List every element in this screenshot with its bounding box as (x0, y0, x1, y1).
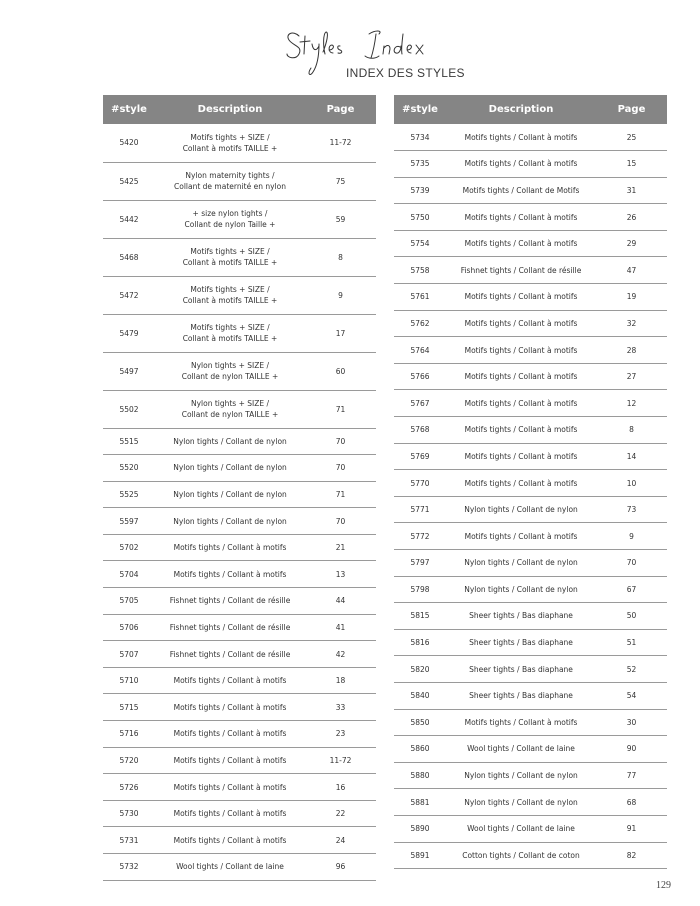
table-row (394, 550, 667, 577)
page-ref: 70 (305, 428, 376, 455)
table-row (103, 276, 376, 314)
description (155, 827, 305, 854)
page-ref: 14 (596, 443, 667, 470)
style-number: 5891 (394, 842, 446, 869)
table-row (394, 496, 667, 523)
page-ref: 22 (305, 800, 376, 827)
page-ref: 41 (305, 614, 376, 641)
style-number: 5720 (103, 747, 155, 774)
table-row (394, 576, 667, 603)
page-ref: 23 (305, 721, 376, 748)
description-line: Collant de nylon Taille + (184, 220, 276, 229)
table-row (394, 204, 667, 231)
table-row (394, 230, 667, 257)
description (155, 200, 305, 238)
table-row (394, 789, 667, 816)
style-number: 5730 (103, 800, 155, 827)
page-ref: 75 (305, 162, 376, 200)
table-row (103, 747, 376, 774)
table-row (103, 614, 376, 641)
column-header-page: Page (596, 95, 667, 124)
table-row (103, 390, 376, 428)
table-row (103, 667, 376, 694)
page-number: 129 (656, 880, 671, 891)
style-number: 5767 (394, 390, 446, 417)
description-line: Nylon tights / Collant de nylon (173, 463, 287, 473)
description-line: Collant à motifs TAILLE + (182, 258, 278, 267)
style-number: 5597 (103, 508, 155, 535)
description (155, 390, 305, 428)
description-line: Motifs tights + SIZE / (190, 285, 270, 294)
table-header-row (394, 95, 667, 124)
page-ref: 96 (305, 854, 376, 881)
page-ref: 51 (596, 629, 667, 656)
style-number: 5758 (394, 257, 446, 284)
table-row (394, 124, 667, 151)
style-number: 5762 (394, 310, 446, 337)
page-ref: 67 (596, 576, 667, 603)
page-ref: 25 (596, 124, 667, 151)
style-number: 5798 (394, 576, 446, 603)
description (155, 124, 305, 162)
style-number: 5525 (103, 481, 155, 508)
description (155, 667, 305, 694)
description-line: Fishnet tights / Collant de résille (169, 596, 291, 606)
table-row (103, 641, 376, 668)
style-number: 5754 (394, 230, 446, 257)
styles-table-right (394, 95, 667, 869)
page-ref: 70 (596, 550, 667, 577)
page-ref: 10 (596, 470, 667, 497)
description-line: Nylon tights / Collant de nylon (173, 489, 287, 499)
page-ref: 70 (305, 455, 376, 482)
page-ref: 18 (305, 667, 376, 694)
table-row (103, 774, 376, 801)
page-ref: 70 (305, 508, 376, 535)
page-ref: 15 (596, 151, 667, 178)
table-row (103, 694, 376, 721)
style-number: 5420 (103, 124, 155, 162)
page-ref: 11-72 (305, 124, 376, 162)
page-ref: 68 (596, 789, 667, 816)
description (155, 588, 305, 615)
page-ref: 60 (305, 352, 376, 390)
style-number: 5705 (103, 588, 155, 615)
table-row (103, 428, 376, 455)
table-row (103, 800, 376, 827)
style-number: 5772 (394, 523, 446, 550)
table-row (394, 842, 667, 869)
description-line: Motifs tights / Collant à motifs (173, 543, 287, 553)
description-line: Motifs tights + SIZE / (190, 247, 270, 256)
style-number: 5497 (103, 352, 155, 390)
style-number: 5520 (103, 455, 155, 482)
description-line: Fishnet tights / Collant de résille (169, 622, 291, 632)
description: Motifs tights / Collant à motifs (446, 310, 596, 337)
style-number: 5860 (394, 736, 446, 763)
description-line: Motifs tights / Collant à motifs (173, 782, 287, 792)
table-row (103, 827, 376, 854)
style-number: 5771 (394, 496, 446, 523)
page-ref: 8 (305, 238, 376, 276)
description: Nylon tights / Collant de nylon (446, 576, 596, 603)
page-ref: 90 (596, 736, 667, 763)
table-row (394, 470, 667, 497)
style-number: 5766 (394, 363, 446, 390)
description-line: Collant à motifs TAILLE + (182, 296, 278, 305)
description-line: Motifs tights / Collant à motifs (173, 755, 287, 765)
description (155, 694, 305, 721)
style-number: 5881 (394, 789, 446, 816)
table-row (394, 257, 667, 284)
page-ref: 33 (305, 694, 376, 721)
style-number: 5731 (103, 827, 155, 854)
description: Sheer tights / Bas diaphane (446, 682, 596, 709)
description: Nylon tights / Collant de nylon (446, 550, 596, 577)
table-row (103, 534, 376, 561)
page-ref: 77 (596, 762, 667, 789)
description-line: Collant à motifs TAILLE + (182, 143, 278, 153)
description: Nylon tights / Collant de nylon (446, 496, 596, 523)
table-row (103, 455, 376, 482)
description (155, 614, 305, 641)
style-number: 5442 (103, 200, 155, 238)
style-number: 5502 (103, 390, 155, 428)
description (155, 162, 305, 200)
column-header-style: #style (394, 95, 446, 124)
page-ref: 54 (596, 682, 667, 709)
style-number: 5768 (394, 417, 446, 444)
table-row (394, 177, 667, 204)
description-line: Collant de maternité en nylon (174, 182, 286, 191)
table-row (394, 603, 667, 630)
table-row (394, 736, 667, 763)
page-ref: 29 (596, 230, 667, 257)
page-ref: 31 (596, 177, 667, 204)
description: Sheer tights / Bas diaphane (446, 603, 596, 630)
style-number: 5850 (394, 709, 446, 736)
style-number: 5769 (394, 443, 446, 470)
description: Motifs tights / Collant à motifs (446, 284, 596, 311)
style-number: 5732 (103, 854, 155, 881)
table-row (103, 508, 376, 535)
table-row (394, 443, 667, 470)
description-line: Fishnet tights / Collant de résille (169, 649, 291, 659)
description-line: Nylon tights + SIZE / (190, 361, 270, 370)
style-number: 5702 (103, 534, 155, 561)
page-ref: 11-72 (305, 747, 376, 774)
description-line: Wool tights / Collant de laine (176, 862, 284, 872)
description: Motifs tights / Collant à motifs (446, 230, 596, 257)
description (155, 721, 305, 748)
table-row (103, 238, 376, 276)
table-row (394, 523, 667, 550)
table-row (394, 284, 667, 311)
page-ref: 16 (305, 774, 376, 801)
page-ref: 8 (596, 417, 667, 444)
description: Cotton tights / Collant de coton (446, 842, 596, 869)
page-ref: 32 (596, 310, 667, 337)
style-number: 5726 (103, 774, 155, 801)
style-number: 5890 (394, 815, 446, 842)
description (155, 747, 305, 774)
style-number: 5761 (394, 284, 446, 311)
column-header-page: Page (305, 95, 376, 124)
style-number: 5716 (103, 721, 155, 748)
page-ref: 47 (596, 257, 667, 284)
table-row (103, 200, 376, 238)
description: Motifs tights / Collant à motifs (446, 124, 596, 151)
description: Motifs tights / Collant à motifs (446, 470, 596, 497)
description (155, 481, 305, 508)
description (155, 276, 305, 314)
style-number: 5479 (103, 314, 155, 352)
table-row (394, 337, 667, 364)
style-number: 5840 (394, 682, 446, 709)
table-row (394, 762, 667, 789)
style-number: 5735 (394, 151, 446, 178)
style-number: 5715 (103, 694, 155, 721)
description (155, 508, 305, 535)
description: Motifs tights / Collant à motifs (446, 151, 596, 178)
table-row (103, 314, 376, 352)
description (155, 428, 305, 455)
column-header-description: Description (155, 95, 305, 124)
page-ref: 17 (305, 314, 376, 352)
page-header (0, 0, 700, 90)
page-ref: 28 (596, 337, 667, 364)
description (155, 314, 305, 352)
page-ref: 30 (596, 709, 667, 736)
description: Motifs tights / Collant à motifs (446, 204, 596, 231)
table-row (394, 390, 667, 417)
description-line: Collant de nylon TAILLE + (181, 410, 279, 419)
description-line: Nylon tights + SIZE / (190, 399, 270, 408)
description (155, 774, 305, 801)
page-ref: 91 (596, 815, 667, 842)
style-number: 5770 (394, 470, 446, 497)
table-row (103, 352, 376, 390)
description: Wool tights / Collant de laine (446, 736, 596, 763)
description (155, 854, 305, 881)
table-header-row (103, 95, 376, 124)
description-line: Motifs tights / Collant à motifs (173, 569, 287, 579)
description-line: Motifs tights / Collant à motifs (173, 729, 287, 739)
table-row (103, 481, 376, 508)
page-ref: 71 (305, 390, 376, 428)
style-number: 5704 (103, 561, 155, 588)
table-row (103, 721, 376, 748)
description: Motifs tights / Collant à motifs (446, 390, 596, 417)
column-header-description: Description (446, 95, 596, 124)
table-row (394, 709, 667, 736)
description: Sheer tights / Bas diaphane (446, 629, 596, 656)
page-ref: 12 (596, 390, 667, 417)
style-number: 5707 (103, 641, 155, 668)
description (155, 455, 305, 482)
description: Motifs tights / Collant à motifs (446, 363, 596, 390)
table-row (394, 151, 667, 178)
page-ref: 42 (305, 641, 376, 668)
description-line: Nylon maternity tights / (185, 171, 275, 180)
description (155, 238, 305, 276)
styles-table-left (103, 95, 376, 881)
description: Nylon tights / Collant de nylon (446, 789, 596, 816)
description: Motifs tights / Collant à motifs (446, 337, 596, 364)
page-ref: 26 (596, 204, 667, 231)
style-number: 5815 (394, 603, 446, 630)
table-row (103, 588, 376, 615)
description: Sheer tights / Bas diaphane (446, 656, 596, 683)
table-row (103, 162, 376, 200)
description-line: Motifs tights / Collant à motifs (173, 809, 287, 819)
style-number: 5797 (394, 550, 446, 577)
table-row (394, 310, 667, 337)
page-ref: 19 (596, 284, 667, 311)
description-line: Motifs tights / Collant à motifs (173, 676, 287, 686)
description: Motifs tights / Collant à motifs (446, 709, 596, 736)
style-number: 5734 (394, 124, 446, 151)
page-ref: 44 (305, 588, 376, 615)
table-row (394, 629, 667, 656)
style-number: 5706 (103, 614, 155, 641)
style-number: 5739 (394, 177, 446, 204)
style-number: 5816 (394, 629, 446, 656)
description: Motifs tights / Collant à motifs (446, 523, 596, 550)
table-row (394, 656, 667, 683)
description (155, 352, 305, 390)
description (155, 800, 305, 827)
description-line: Motifs tights / Collant à motifs (173, 835, 287, 845)
style-number: 5472 (103, 276, 155, 314)
page-ref: 82 (596, 842, 667, 869)
description-line: Collant à motifs TAILLE + (182, 334, 278, 343)
page-ref: 13 (305, 561, 376, 588)
style-number: 5468 (103, 238, 155, 276)
description (155, 561, 305, 588)
page-ref: 50 (596, 603, 667, 630)
subtitle: INDEX DES STYLES (346, 66, 465, 80)
page-ref: 59 (305, 200, 376, 238)
table-row (394, 417, 667, 444)
table-row (103, 561, 376, 588)
page-ref: 73 (596, 496, 667, 523)
description-line: Motifs tights + SIZE / (190, 132, 270, 142)
page-ref: 9 (305, 276, 376, 314)
description: Motifs tights / Collant à motifs (446, 443, 596, 470)
description-line: Motifs tights / Collant à motifs (173, 702, 287, 712)
page-ref: 21 (305, 534, 376, 561)
description (155, 641, 305, 668)
page-ref: 24 (305, 827, 376, 854)
style-number: 5764 (394, 337, 446, 364)
page-ref: 52 (596, 656, 667, 683)
page-ref: 71 (305, 481, 376, 508)
style-number: 5425 (103, 162, 155, 200)
description: Wool tights / Collant de laine (446, 815, 596, 842)
page-ref: 27 (596, 363, 667, 390)
style-number: 5750 (394, 204, 446, 231)
page-ref: 9 (596, 523, 667, 550)
description: Motifs tights / Collant de Motifs (446, 177, 596, 204)
description (155, 534, 305, 561)
description-line: Nylon tights / Collant de nylon (173, 516, 287, 526)
column-header-style: #style (103, 95, 155, 124)
description-line: Nylon tights / Collant de nylon (173, 436, 287, 446)
style-number: 5710 (103, 667, 155, 694)
description: Fishnet tights / Collant de résille (446, 257, 596, 284)
table-row (394, 363, 667, 390)
style-number: 5880 (394, 762, 446, 789)
description: Motifs tights / Collant à motifs (446, 417, 596, 444)
table-row (394, 815, 667, 842)
description-line: + size nylon tights / (192, 209, 268, 218)
style-number: 5820 (394, 656, 446, 683)
description-line: Collant de nylon TAILLE + (181, 372, 279, 381)
style-number: 5515 (103, 428, 155, 455)
table-row (103, 124, 376, 162)
table-row (394, 682, 667, 709)
description: Nylon tights / Collant de nylon (446, 762, 596, 789)
table-row (103, 854, 376, 881)
description-line: Motifs tights + SIZE / (190, 323, 270, 332)
